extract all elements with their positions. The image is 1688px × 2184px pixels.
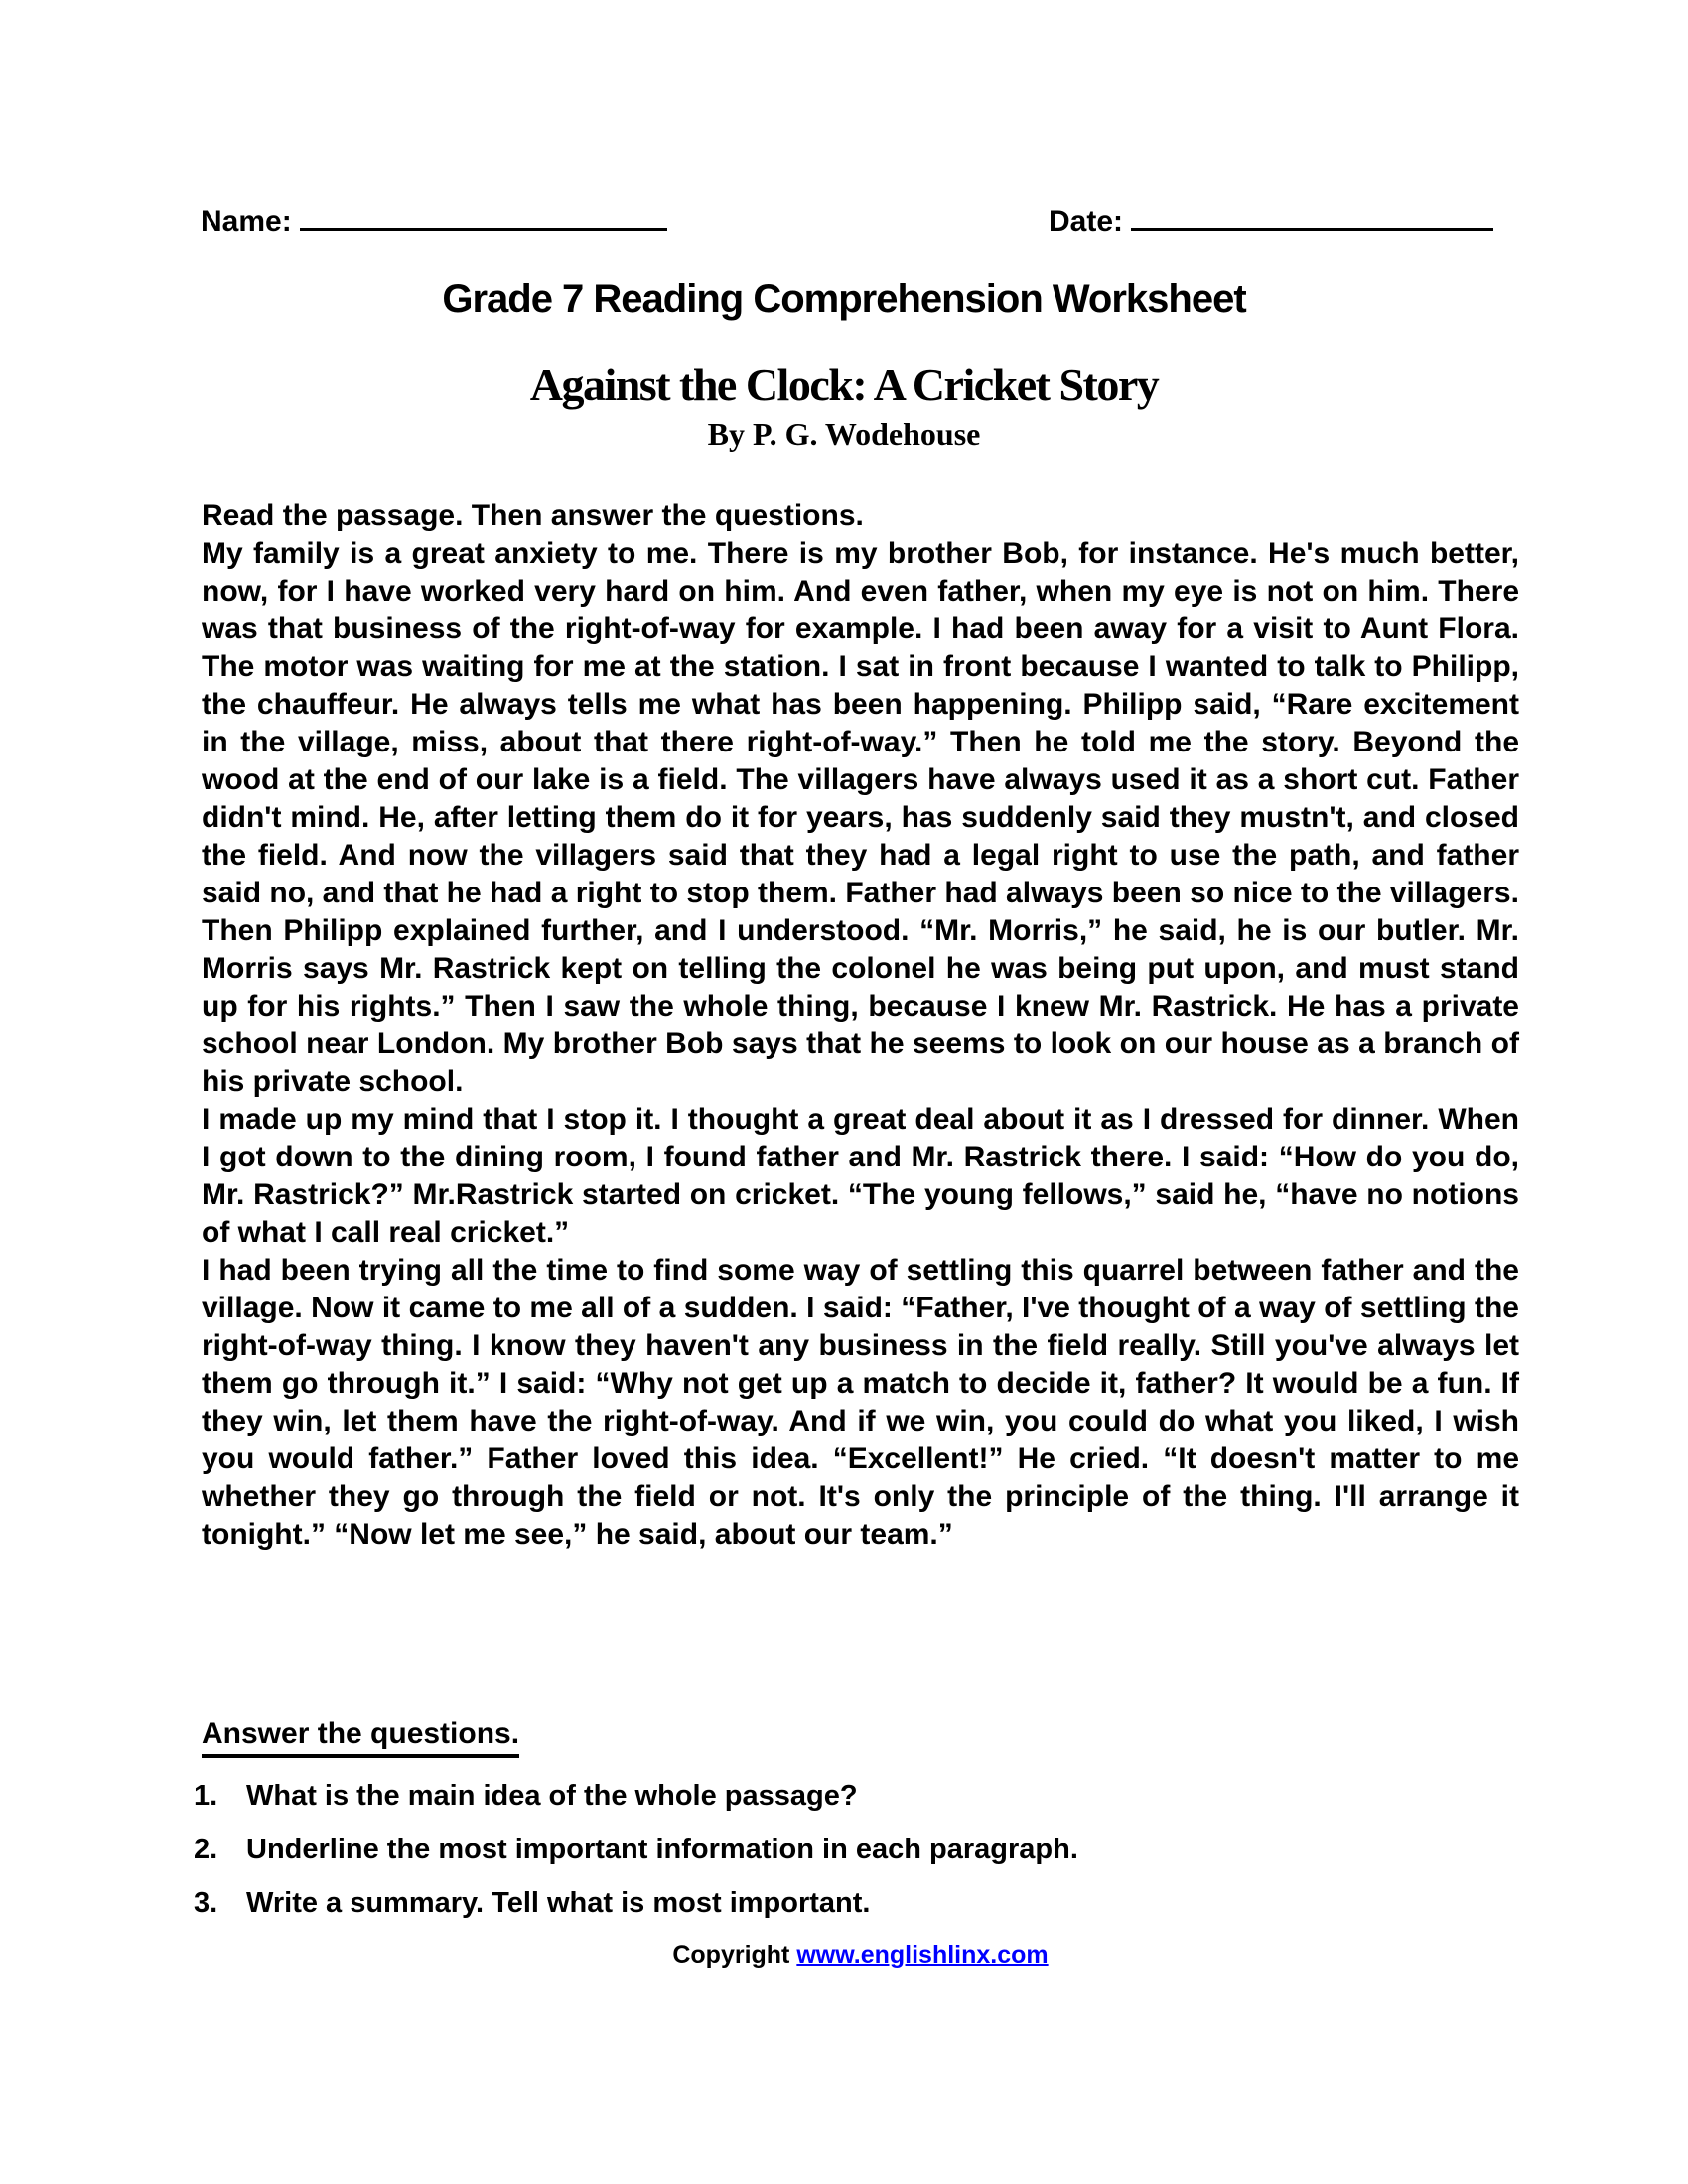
name-label: Name:	[201, 205, 292, 238]
question-text: What is the main idea of the whole passage?	[246, 1780, 858, 1812]
story-title: Against the Clock: A Cricket Story	[529, 359, 1159, 410]
passage-body	[202, 535, 1519, 1554]
worksheet-title: Grade 7 Reading Comprehension Worksheet	[442, 277, 1246, 321]
date-label: Date:	[1049, 205, 1124, 238]
passage-paragraph-1: My family is a great anxiety to me. There is my brother Bob, for instance. He's much better, now, for I have worked very hard on him. And even father, when my eye is not on him. There was that business of the right-of-way for example. I had been away for a visit to Aunt Flora. The motor was waiting for me at the station. I sat in front because I wanted to talk to Philipp, the chauffeur. He always tells me what has been happening. Philipp said, “Rare excitement in the village, miss, about that there right-of-way.” Then he told me the story. Beyond the wood at the end of our lake is a field. The villagers have always used it as a short cut. Father didn't mind. He, after letting them do it for years, has suddenly said they mustn't, and closed the field. And now the villagers said that they had a legal right to use the path, and father said no, and that he had a right to stop them. Father had always been so nice to the villagers.	[202, 537, 1519, 909]
question-item-1	[194, 1777, 1524, 1815]
passage-instruction: Read the passage. Then answer the questions.	[202, 499, 864, 532]
question-text: Underline the most important information in each paragraph.	[246, 1834, 1078, 1865]
question-number: 2.	[194, 1834, 218, 1865]
passage-paragraph-3: I made up my mind that I stop it. I thought a great deal about it as I dressed for dinner. When I got down to the dining room, I found father and Mr. Rastrick there. I said: “How do you do, Mr. Rastrick?” Mr.Rastrick started on cricket. “The young fellows,” said he, “have no notions of what I call real cricket.”	[202, 1103, 1519, 1249]
copyright-line	[202, 1940, 1519, 1970]
answer-questions-heading: Answer the questions.	[202, 1716, 519, 1758]
question-text: Write a summary. Tell what is most important.	[246, 1887, 871, 1919]
passage-paragraph-2: Then Philipp explained further, and I understood. “Mr. Morris,” he said, he is our butler. Mr. Morris says Mr. Rastrick kept on telling the colonel he was being put upon, and must stand up for his rights.” Then I saw the whole thing, because I knew Mr. Rastrick. He has a private school near London. My brother Bob says that he seems to look on our house as a branch of his private school.	[202, 914, 1519, 1098]
name-field	[201, 199, 667, 240]
copyright-label: Copyright	[672, 1941, 790, 1969]
question-item-2	[194, 1831, 1524, 1868]
story-byline: By P. G. Wodehouse	[707, 416, 981, 452]
question-number: 1.	[194, 1780, 218, 1812]
name-input-line[interactable]	[300, 199, 667, 231]
question-item-3	[194, 1884, 1524, 1922]
date-field	[1049, 199, 1493, 240]
copyright-link[interactable]: www.englishlinx.com	[796, 1941, 1049, 1969]
questions-list	[194, 1777, 1524, 1938]
date-input-line[interactable]	[1131, 199, 1493, 231]
passage-paragraph-4: I had been trying all the time to find some way of settling this quarrel between father and the village. Now it came to me all of a sudden. I said: “Father, I've thought of a way of settling the right-of-way thing. I know they haven't any business in the field really. Still you've always let them go through it.” I said: “Why not get up a match to decide it, father? It would be a fun. If they win, let them have the right-of-way. And if we win, you could do what you liked, I wish you would father.” Father loved this idea. “Excellent!” He cried. “It doesn't matter to me whether they go through the field or not. It's only the principle of the thing. I'll arrange it tonight.” “Now let me see,” he said, about our team.”	[202, 1254, 1519, 1551]
question-number: 3.	[194, 1887, 218, 1919]
